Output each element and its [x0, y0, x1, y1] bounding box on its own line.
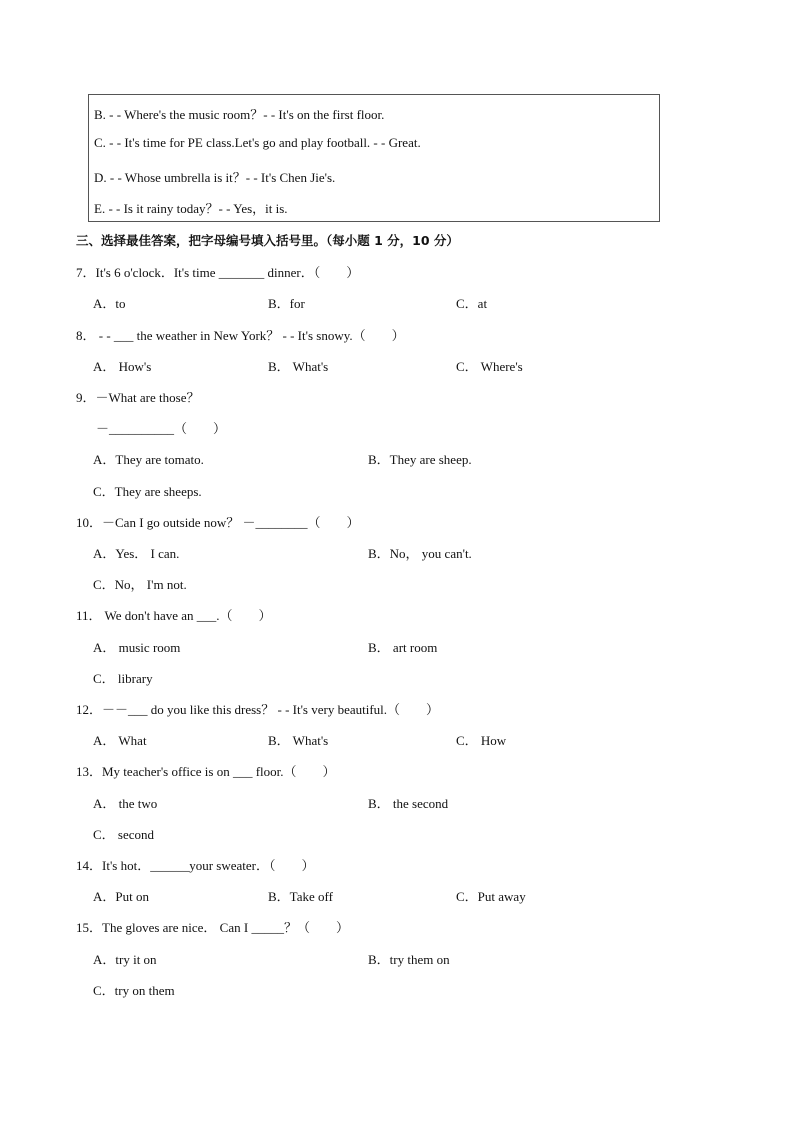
- question-9-stem: 9．－What are those？: [76, 390, 200, 405]
- question-13-option-a: A． the two: [93, 796, 158, 811]
- question-10-option-a: A．Yes． I can.: [93, 546, 180, 561]
- question-13-stem: 13．My teacher's office is on ___ floor.（ ）: [76, 764, 336, 779]
- question-15-stem: 15．The gloves are nice． Can I _____？（ ）: [76, 920, 349, 935]
- question-13-option-c: C． second: [93, 827, 155, 842]
- question-8-option-c: C． Where's: [456, 359, 523, 374]
- question-9-answer-line: －__________（ ）: [96, 421, 227, 436]
- question-11-option-c: C． library: [93, 671, 153, 686]
- question-8-stem: 8． - - ___ the weather in New York？ - - It's snowy.（ ）: [76, 328, 405, 343]
- question-9-option-a: A．They are tomato.: [93, 452, 204, 467]
- section-heading: 三、选择最佳答案，把字母编号填入括号里。（每小题 1 分，10 分）: [76, 233, 459, 248]
- question-14-option-a: A．Put on: [93, 889, 149, 904]
- question-8-option-b: B． What's: [268, 359, 329, 374]
- question-12-option-a: A． What: [93, 733, 147, 748]
- question-9-option-b: B．They are sheep.: [368, 452, 472, 467]
- question-7-stem: 7．It's 6 o'clock．It's time _______ dinner．（ ）: [76, 265, 360, 280]
- matching-options-box: [88, 94, 660, 222]
- question-15-option-b: B．try them on: [368, 952, 450, 967]
- question-7-option-a: A．to: [93, 296, 126, 311]
- box-option-e: E. - - Is it rainy today？- - Yes，it is.: [94, 201, 288, 216]
- question-11-stem: 11． We don't have an ___.（ ）: [76, 608, 272, 623]
- question-14-option-c: C．Put away: [456, 889, 526, 904]
- question-10-option-b: B．No， you can't.: [368, 546, 472, 561]
- question-8-option-a: A． How's: [93, 359, 152, 374]
- question-11-option-a: A． music room: [93, 640, 181, 655]
- question-12-option-c: C． How: [456, 733, 507, 748]
- box-option-b: B. - - Where's the music room？- - It's on the first floor.: [94, 107, 385, 122]
- question-15-option-a: A．try it on: [93, 952, 157, 967]
- question-14-stem: 14．It's hot．______your sweater．（ ）: [76, 858, 315, 873]
- box-option-d: D. - - Whose umbrella is it？- - It's Chen Jie's.: [94, 170, 336, 185]
- question-10-stem: 10．－Can I go outside now？ －________（ ）: [76, 515, 360, 530]
- question-7-option-b: B．for: [268, 296, 305, 311]
- question-12-option-b: B． What's: [268, 733, 329, 748]
- box-option-c: C. - - It's time for PE class.Let's go and play football. - - Great.: [94, 135, 421, 150]
- question-10-option-c: C．No， I'm not.: [93, 577, 187, 592]
- question-12-stem: 12．－－___ do you like this dress？ - - It's very beautiful.（ ）: [76, 702, 440, 717]
- question-7-option-c: C．at: [456, 296, 488, 311]
- question-11-option-b: B． art room: [368, 640, 438, 655]
- question-13-option-b: B． the second: [368, 796, 449, 811]
- question-14-option-b: B．Take off: [268, 889, 333, 904]
- question-15-option-c: C．try on them: [93, 983, 175, 998]
- question-9-option-c: C．They are sheeps.: [93, 484, 202, 499]
